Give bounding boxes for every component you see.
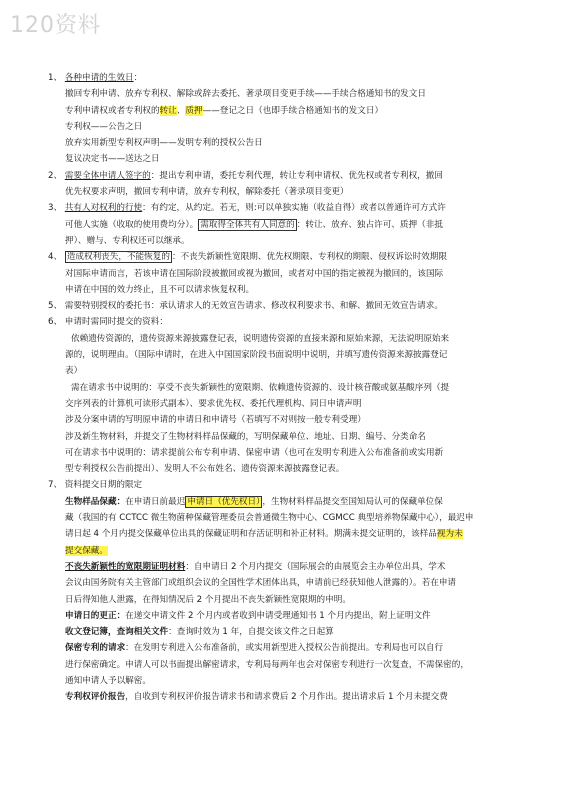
text-span: 1、	[48, 73, 65, 83]
emphasis-span: 不丧失新颖性的宽限期证明材料	[65, 561, 186, 572]
emphasis-span: 需要全体申请人签字的	[64, 170, 151, 181]
emphasis-span: 收文登记簿，查询相关文件	[65, 627, 169, 638]
text-line	[48, 657, 523, 673]
text-span: 需在请求书中说明的：享受不丧失新颖性的宽限期、依赖遗传资源的、设计核苷酸或氨基酸序列（提	[71, 382, 450, 393]
text-line	[48, 559, 523, 575]
text-span: 7、 资料提交日期的限定	[48, 480, 143, 491]
text-line	[48, 86, 523, 102]
text-line	[48, 200, 523, 216]
text-span: ，生物材料样品提交至国知局认可的保藏单位保	[262, 496, 443, 507]
text-span: 6、 申请时需同时提交的资料：	[48, 317, 168, 328]
text-line	[48, 103, 523, 119]
text-span: 放弃实用新型专利权声明——发明专利的授权公告日	[65, 138, 263, 149]
text-span: 4、	[48, 252, 65, 263]
text-line	[48, 608, 523, 624]
text-line	[48, 233, 523, 249]
text-line	[48, 624, 523, 640]
emphasis-span: 提交保藏。	[65, 545, 108, 556]
text-line	[48, 282, 523, 298]
text-span: 2、	[48, 170, 65, 181]
text-span: 撤回专利申请、放弃专利权、解除或辞去委托、著录项目变更手续——手续合格通知书的发文日	[65, 89, 426, 100]
text-span: 优先权要求声明，撤回专利申请，放弃专利权，解除委托（著录项目变更）	[65, 187, 349, 198]
text-line	[48, 298, 523, 314]
text-line	[48, 575, 523, 591]
text-span: ：在发明专利进入公布准备前，或实用新型进入授权公告前提出。专利局也可以自行	[125, 643, 444, 654]
text-span: 3、	[48, 203, 65, 214]
watermark-logo: 120资料	[10, 13, 101, 38]
emphasis-span: 共有人对权利的行使	[64, 203, 143, 214]
text-span: 专利权——公告之日	[65, 121, 143, 132]
text-line	[48, 217, 523, 233]
text-span: ，自收到专利权评价报告请求书和请求费后 2 个月作出。提出请求后 1 个月未提交费	[125, 692, 448, 703]
text-span: 藏（我国的有 CCTCC 微生物菌种保藏管理委员会普通微生物中心、CGMCC 典型培养物保藏中心），最迟申	[65, 513, 474, 524]
text-line	[48, 347, 523, 363]
text-span: 会议由国务院有关主管部门或组织会议的全国性学术团体出具，申请前已经获知他人泄露的）。若在申请	[65, 578, 457, 589]
text-span: 日后得知他人泄露，在得知情况后 2 个月提出不丧失新颖性宽限期的申明。	[65, 594, 351, 605]
emphasis-span: 专利权评价报告	[65, 692, 126, 703]
text-span: 5、 需要特别授权的委托书：承认请求人的无效宣告请求、修改权利要求书、和解、撤回无效宣告请求。	[48, 301, 443, 312]
emphasis-span: 转让	[159, 105, 177, 116]
text-line	[48, 184, 523, 200]
emphasis-span: 保密专利的请求	[65, 643, 126, 654]
text-span: 、	[176, 105, 186, 116]
text-line	[48, 380, 523, 396]
text-span: 涉及分案申请的写明原申请的申请日和申请号（若填写不对则按一般专利受理）	[65, 415, 366, 426]
text-line	[48, 135, 523, 151]
text-line	[48, 249, 523, 265]
document-body	[48, 70, 523, 706]
text-span: ：提出专利申请，委托专利代理，转让专利申请权、优先权或者专利权，撤回	[150, 170, 443, 181]
text-span: 对国际申请而言，若该申请在国际阶段被撤回或视为撤回，或者对中国的指定被视为撤回的，该国际	[65, 268, 444, 279]
text-line	[48, 477, 523, 493]
text-line	[48, 543, 523, 559]
text-line	[48, 673, 523, 689]
text-span: 表）	[65, 366, 83, 377]
text-span: 在申请日前最迟	[125, 496, 186, 507]
text-line	[48, 314, 523, 330]
text-line	[48, 510, 523, 526]
text-span: ——登记之日（也即手续合格通知书的发文日）	[202, 105, 384, 116]
text-line	[48, 70, 523, 86]
text-line	[48, 331, 523, 347]
text-span: 涉及新生物材料，并提交了生物材料样品保藏的，写明保藏单位、地址、日期、编号、分类命名	[65, 431, 426, 442]
emphasis-span: 申请日（优先权日）	[187, 496, 261, 507]
text-line	[48, 151, 523, 167]
text-line	[48, 640, 523, 656]
text-line	[48, 363, 523, 379]
text-span: 请日起 4 个月内提交保藏单位出具的保藏证明和存活证明和补正材料。期满未提交证明的，该样品	[65, 529, 437, 540]
text-line	[48, 689, 523, 705]
text-span: ：有约定，从约定。若无，则:可以单独实施（收益自得）或者以普通许可方式许	[142, 203, 446, 214]
text-line	[48, 429, 523, 445]
text-span: ：转让、放弃、独占许可、质押（非抵	[296, 219, 443, 230]
text-span: ：自申请日 2 个月内提交（国际展会的由展览会主办单位出具，学术	[185, 561, 446, 572]
emphasis-span: 质押	[185, 105, 203, 116]
text-span: 型专利授权公告前提出）、发明人不公布姓名、遗传资源来源披露登记表。	[65, 464, 345, 475]
text-span: ：不丧失新颖性宽限期、优先权期限、专利权的期限、侵权诉讼时效期限	[171, 252, 447, 263]
text-line	[48, 119, 523, 135]
text-span: 可在请求书中说明的：请求提前公布专利申请、保密申请（也可在发明专利进入公布准备前或实用新	[65, 447, 444, 458]
text-span: 进行保密确定。申请人可以书面提出解密请求，专利局每两年也会对保密专利进行一次复查，不需保密的，	[65, 659, 469, 670]
text-span: 押）、赠与、专利权还可以继承。	[65, 235, 190, 246]
text-span: 通知申请人予以解密。	[65, 675, 151, 686]
emphasis-span: 生物样品保藏：	[65, 496, 126, 507]
emphasis-span: 造成权利丧失，不能恢复的	[66, 252, 170, 263]
text-line	[48, 396, 523, 412]
text-line	[48, 461, 523, 477]
emphasis-span: 需取得全体共有人同意的	[200, 219, 295, 230]
text-span: 交序列表的计算机可读形式副本）、要求优先权、委托代理机构、同日申请声明	[65, 398, 362, 409]
text-span: 复议决定书——送达之日	[65, 154, 160, 165]
text-span: 在递交申请文件 2 个月内或者收到申请受理通知书 1 个月内提出，附上证明文件	[125, 610, 431, 621]
text-span: 依赖遗传资源的，遗传资源来源披露登记表，说明遗传资源的直接来源和原始来源，无法说明原始来	[71, 333, 450, 344]
text-span: ：	[133, 73, 143, 83]
text-span: 源的，说明理由。（国际申请时，在进入中国国家阶段书面说明中说明，并填写遗传资源来源披露登记	[65, 350, 448, 361]
text-span: ：查询时效为 1 年，自提交该文件之日起算	[168, 627, 334, 638]
emphasis-span: 视为未	[436, 529, 463, 540]
text-line	[48, 445, 523, 461]
text-line	[48, 526, 523, 542]
text-line	[48, 412, 523, 428]
emphasis-span: 各种申请的生效日	[64, 73, 134, 83]
text-span: 专利申请权或者专利权的	[65, 105, 160, 116]
text-span: 可他人实施（收取的使用费均分）。	[65, 219, 199, 230]
text-line	[48, 168, 523, 184]
text-line	[48, 592, 523, 608]
text-line	[48, 266, 523, 282]
text-span: 申请在中国的效力终止，且不可以请求恢复权利。	[65, 284, 255, 295]
text-line	[48, 494, 523, 510]
emphasis-span: 申请日的更正：	[65, 610, 126, 621]
